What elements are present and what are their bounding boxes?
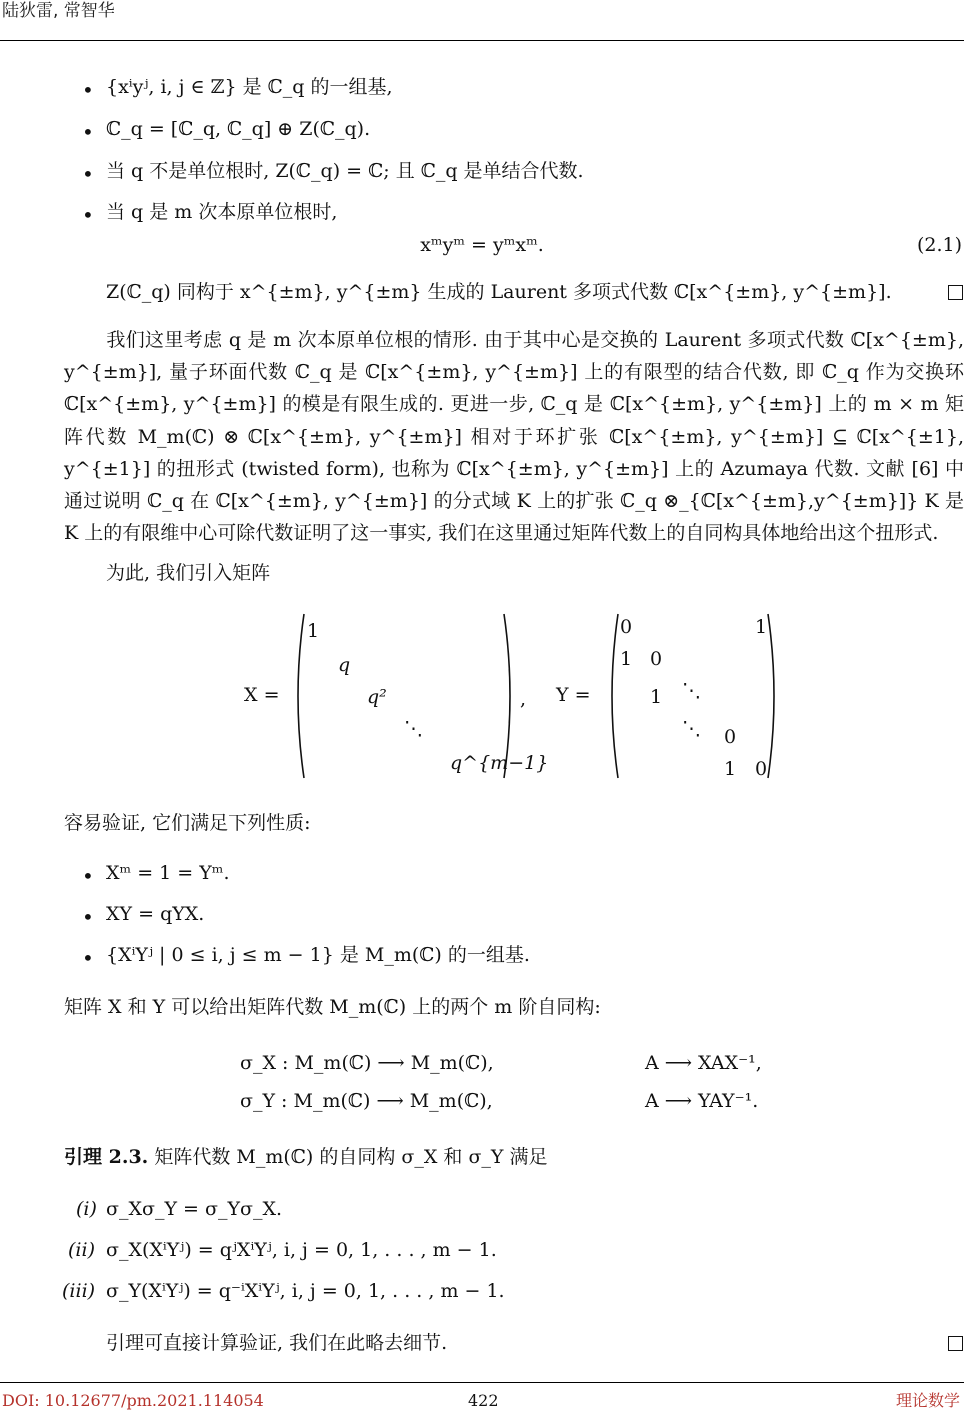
matrix-y-entry: 1 [620, 648, 633, 670]
running-header-authors: 陆狄雷, 常智华 [2, 1, 115, 21]
matrix-x-label: X = [244, 684, 280, 706]
center-statement: Z(ℂ_q) 同构于 x^{±m}, y^{±m} 生成的 Laurent 多项式代数 ℂ[x^{±m}, y^{±m}]. [106, 281, 892, 303]
matrix-x-entry: q² [367, 686, 387, 708]
matrix-y-entry: 0 [755, 758, 768, 780]
equation-2-1: xᵐyᵐ = yᵐxᵐ. [420, 234, 544, 256]
bullet-dot: • [82, 120, 94, 144]
bullet-item-matrix-basis: {XⁱYʲ | 0 ≤ i, j ≤ m − 1} 是 M_m(ℂ) 的一组基. [106, 944, 530, 966]
bullet-dot: • [82, 946, 94, 970]
lemma-heading [64, 1144, 548, 1171]
lemma-item-label: (iii) [62, 1280, 96, 1302]
lemma-item-text: σ_Y(XⁱYʲ) = q⁻ⁱXⁱYʲ, i, j = 0, 1, . . . , m − 1. [106, 1280, 505, 1302]
matrix-y-entry: 0 [650, 648, 663, 670]
bullet-item-not-root: 当 q 不是单位根时, Z(ℂ_q) = ℂ; 且 ℂ_q 是单结合代数. [106, 160, 584, 182]
bullet-item-power: Xᵐ = 1 = Yᵐ. [106, 862, 230, 884]
paragraph-properties: 容易验证, 它们满足下列性质: [64, 812, 311, 834]
automorphism-sigma-x-rule: A ⟶ XAX⁻¹, [645, 1052, 762, 1074]
matrix-x-entry: 1 [307, 620, 320, 642]
qed-square-icon [948, 285, 963, 300]
matrix-y-entry: 1 [724, 758, 737, 780]
bullet-dot: • [82, 905, 94, 929]
bullet-item-basis: {xⁱyʲ, i, j ∈ ℤ} 是 ℂ_q 的一组基, [106, 76, 393, 98]
lemma-item-text: σ_Xσ_Y = σ_Yσ_X. [106, 1198, 283, 1220]
bullet-dot: • [82, 162, 94, 186]
matrix-x-entry: ⋱ [404, 718, 423, 740]
footer-rule [0, 1382, 964, 1383]
bullet-dot: • [82, 864, 94, 888]
matrix-y-entry: 0 [620, 616, 633, 638]
paragraph-introduce-matrices: 为此, 我们引入矩阵 [106, 562, 271, 584]
lemma-item-label: (i) [76, 1198, 97, 1220]
bullet-item-decomposition: ℂ_q = [ℂ_q, ℂ_q] ⊕ Z(ℂ_q). [106, 118, 371, 140]
lemma-title: 引理 2.3. [64, 1146, 149, 1168]
automorphism-sigma-y-rule: A ⟶ YAY⁻¹. [645, 1090, 759, 1112]
paragraph-azumaya-text: 我们这里考虑 q 是 m 次本原单位根的情形. 由于其中心是交换的 Laurent 多项式代数 ℂ[x^{±m}, y^{±m}], 量子环面代数 ℂ_q 是 ℂ[x^{±m}, y^{±m}] 上的有限型的结合代数, 即 ℂ_q 作为交换环 ℂ[x^{±m}, y^{±m}] 的模是有限生成的. 更进一步, ℂ_q 是 ℂ[x^{±m}, y^{±m}] 上的 m × m 矩阵代数 M_m(ℂ) ⊗ ℂ[x^{±m}, y^{±m}] 相对于环扩张 ℂ[x^{±m}, y^{±m}] ⊆ ℂ[x^{±1}, y^{±1}] 的扭形式 (twisted form), 也称为 ℂ[x^{±m}, y^{±m}] 上的 Azumaya 代数. 文献 [6] 中通过说明 ℂ_q 在 ℂ[x^{±m}, y^{±m}] 的分式域 K 上的扩张 ℂ_q ⊗_{ℂ[x^{±m},y^{±m}]} K 是 K 上的有限维中心可除代数证明了这一事实, 我们在这里通过矩阵代数上的自同构具体地给出这个扭形式. [64, 329, 964, 545]
paragraph-automorphisms: 矩阵 X 和 Y 可以给出矩阵代数 M_m(ℂ) 上的两个 m 阶自同构: [64, 996, 601, 1018]
automorphism-sigma-y-map: σ_Y : M_m(ℂ) ⟶ M_m(ℂ), [240, 1090, 493, 1112]
proof-text: 引理可直接计算验证, 我们在此略去细节. [106, 1332, 448, 1354]
lemma-item-text: σ_X(XⁱYʲ) = qʲXⁱYʲ, i, j = 0, 1, . . . , m − 1. [106, 1239, 497, 1261]
journal-name: 理论数学 [895, 1391, 960, 1410]
qed-square-icon [948, 1336, 963, 1351]
lemma-statement: 矩阵代数 M_m(ℂ) 的自同构 σ_X 和 σ_Y 满足 [154, 1146, 548, 1168]
bullet-item-primitive-root: 当 q 是 m 次本原单位根时, [106, 201, 338, 223]
matrix-y-entry: 0 [724, 726, 737, 748]
paragraph-azumaya [64, 324, 964, 549]
doi-link[interactable]: DOI: 10.12677/pm.2021.114054 [2, 1391, 264, 1410]
matrix-x-entry: q [338, 654, 351, 676]
page-number: 422 [468, 1391, 499, 1410]
equation-number: (2.1) [916, 234, 962, 256]
bullet-dot: • [82, 78, 94, 102]
header-rule [0, 40, 964, 41]
matrix-x-entry: q^{m−1} [450, 752, 549, 774]
lemma-item-label: (ii) [68, 1239, 95, 1261]
matrix-separator: , [520, 688, 527, 710]
matrix-y-entry: ⋱ [682, 718, 701, 740]
matrix-y-entry: ⋱ [682, 680, 701, 702]
matrix-y-label: Y = [556, 684, 591, 706]
bullet-item-commutation: XY = qYX. [106, 903, 205, 925]
matrix-y-entry: 1 [650, 686, 663, 708]
matrix-block [0, 600, 964, 790]
matrix-y-entry: 1 [755, 616, 768, 638]
bullet-dot: • [82, 203, 94, 227]
automorphism-sigma-x-map: σ_X : M_m(ℂ) ⟶ M_m(ℂ), [240, 1052, 494, 1074]
